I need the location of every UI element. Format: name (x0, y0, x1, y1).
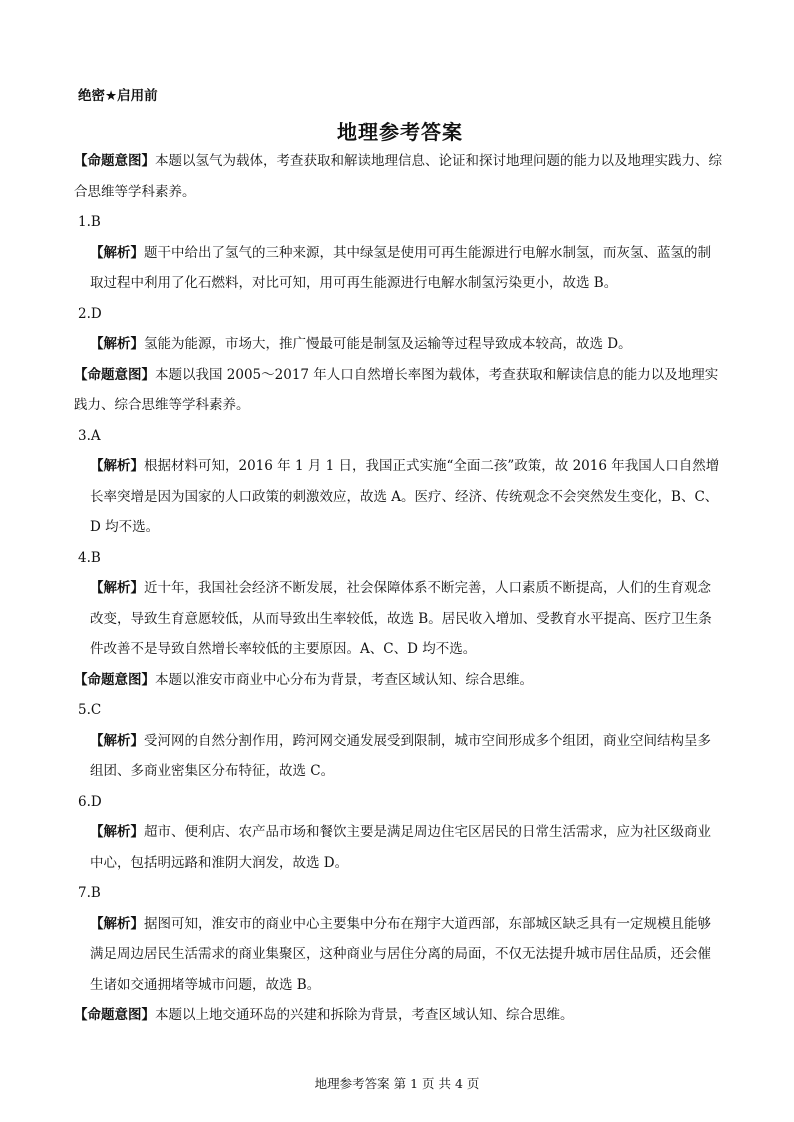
intent-text: 本题以我国 2005～2017 年人口自然增长率图为载体，考查获取和解读信息的能力以及地理实践力、综合思维等学科素养。 (74, 366, 719, 413)
answer-4: 4.B (78, 549, 101, 566)
analysis-text: 题干中给出了氢气的三种来源，其中绿氢是使用可再生能源进行电解水制氢，而灰氢、蓝氢的制取过程中利用了化石燃料，对比可知，用可再生能源进行电解水制氢污染更小，故选 B。 (90, 244, 711, 291)
analysis-text: 超市、便利店、农产品市场和餐饮主要是满足周边住宅区居民的日常生活需求，应为社区级商业中心，包括明远路和淮阴大润发，故选 D。 (90, 824, 711, 871)
intent-block-2 (74, 360, 722, 421)
secret-label: 绝密★启用前 (78, 88, 158, 104)
intent-block-1 (74, 146, 722, 207)
page-footer: 地理参考答案 第 1 页 共 4 页 (314, 1076, 480, 1091)
analysis-tag: 【解析】 (90, 458, 144, 474)
analysis-tag: 【解析】 (90, 824, 144, 840)
analysis-6 (78, 817, 722, 878)
answer-6: 6.D (78, 793, 102, 810)
intent-block-4 (74, 1000, 722, 1031)
answer-2: 2.D (78, 305, 102, 322)
analysis-text: 近十年，我国社会经济不断发展，社会保障体系不断完善，人口素质不断提高，人们的生育观念改变，导致生育意愿较低，从而导致出生率较低，故选 B。居民收入增加、受教育水平提高、医疗卫生条件改善不是导致自然增长率较低的主要原因。A、C、D 均不选。 (90, 580, 712, 657)
analysis-1 (78, 238, 722, 299)
analysis-5 (78, 726, 722, 787)
answer-1: 1.B (78, 214, 101, 230)
analysis-7 (78, 909, 722, 1001)
analysis-tag: 【解析】 (90, 580, 144, 596)
analysis-tag: 【解析】 (90, 915, 144, 932)
analysis-text: 受河网的自然分割作用，跨河网交通发展受到限制，城市空间形成多个组团，商业空间结构呈多组团、多商业密集区分布特征，故选 C。 (90, 732, 711, 779)
analysis-tag: 【解析】 (90, 244, 144, 261)
answer-7: 7.B (78, 885, 101, 901)
analysis-tag: 【解析】 (90, 336, 144, 352)
analysis-3 (78, 451, 722, 543)
intent-tag: 【命题意图】 (74, 671, 155, 688)
analysis-text: 氢能为能源，市场大，推广慢最可能是制氢及运输等过程导致成本较高，故选 D。 (144, 336, 632, 352)
intent-text: 本题以氢气为载体，考查获取和解读地理信息、论证和探讨地理问题的能力以及地理实践力、综合思维等学科素养。 (74, 153, 722, 200)
intent-text: 本题以淮安市商业中心分布为背景，考查区域认知、综合思维。 (155, 671, 533, 688)
analysis-text: 据图可知，淮安市的商业中心主要集中分布在翔宇大道西部，东部城区缺乏具有一定规模且能够满足周边居民生活需求的商业集聚区，这种商业与居住分离的局面，不仅无法提升城市居住品质，还会催生诸如交通拥堵等城市问题，故选 B。 (90, 915, 711, 993)
answer-list (74, 146, 722, 1031)
answer-3: 3.A (78, 427, 101, 444)
analysis-tag: 【解析】 (90, 732, 144, 749)
page-title: 地理参考答案 (337, 120, 463, 144)
intent-tag: 【命题意图】 (74, 366, 155, 383)
answer-5: 5.C (78, 702, 102, 718)
analysis-2 (78, 329, 722, 360)
intent-block-3 (74, 665, 722, 696)
intent-tag: 【命题意图】 (74, 1007, 155, 1023)
analysis-4 (78, 573, 722, 665)
intent-text: 本题以上地交通环岛的兴建和拆除为背景，考查区域认知、综合思维。 (155, 1007, 574, 1023)
analysis-text: 根据材料可知，2016 年 1 月 1 日，我国正式实施“全面二孩”政策，故 2016 年我国人口自然增长率突增是因为国家的人口政策的刺激效应，故选 A。医疗、经济、传统观念不会突然发生变化，B、C、D 均不选。 (90, 458, 720, 535)
intent-tag: 【命题意图】 (74, 153, 155, 169)
